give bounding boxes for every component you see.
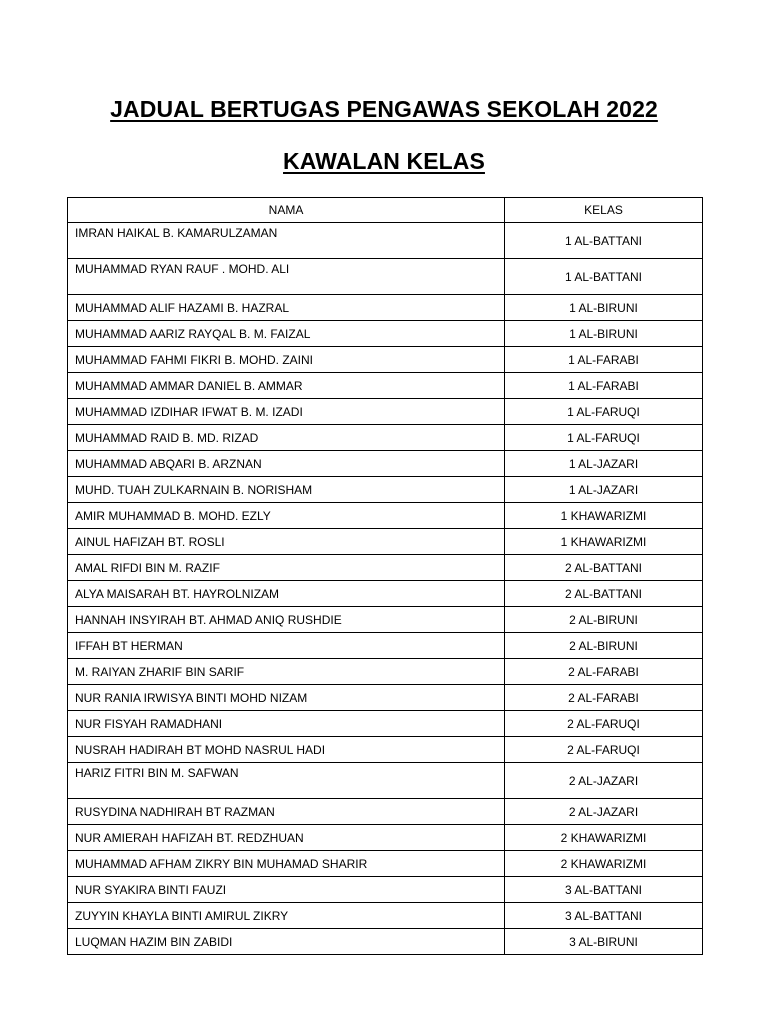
cell-nama: AINUL HAFIZAH BT. ROSLI <box>68 529 505 555</box>
cell-kelas: 2 AL-BIRUNI <box>505 633 703 659</box>
cell-nama: ALYA MAISARAH BT. HAYROLNIZAM <box>68 581 505 607</box>
cell-kelas: 2 AL-BATTANI <box>505 555 703 581</box>
cell-nama: M. RAIYAN ZHARIF BIN SARIF <box>68 659 505 685</box>
table-row <box>68 763 703 799</box>
cell-kelas: 1 AL-JAZARI <box>505 451 703 477</box>
table-row <box>68 451 703 477</box>
cell-kelas: 2 KHAWARIZMI <box>505 851 703 877</box>
table-row <box>68 347 703 373</box>
cell-kelas: 1 KHAWARIZMI <box>505 503 703 529</box>
cell-nama: NUSRAH HADIRAH BT MOHD NASRUL HADI <box>68 737 505 763</box>
table-row <box>68 659 703 685</box>
cell-nama: MUHAMMAD AFHAM ZIKRY BIN MUHAMAD SHARIR <box>68 851 505 877</box>
cell-kelas: 2 AL-FARABI <box>505 659 703 685</box>
table-row <box>68 877 703 903</box>
table-row <box>68 259 703 295</box>
cell-nama: MUHAMMAD FAHMI FIKRI B. MOHD. ZAINI <box>68 347 505 373</box>
table-row <box>68 529 703 555</box>
document-subtitle: KAWALAN KELAS <box>283 148 485 174</box>
cell-nama: AMAL RIFDI BIN M. RAZIF <box>68 555 505 581</box>
table-row <box>68 373 703 399</box>
cell-kelas: 3 AL-BATTANI <box>505 903 703 929</box>
cell-nama: MUHD. TUAH ZULKARNAIN B. NORISHAM <box>68 477 505 503</box>
cell-nama: MUHAMMAD AMMAR DANIEL B. AMMAR <box>68 373 505 399</box>
cell-nama: NUR SYAKIRA BINTI FAUZI <box>68 877 505 903</box>
cell-nama: MUHAMMAD ABQARI B. ARZNAN <box>68 451 505 477</box>
table-row <box>68 929 703 955</box>
cell-kelas: 2 AL-JAZARI <box>505 799 703 825</box>
cell-kelas: 2 AL-JAZARI <box>505 763 703 799</box>
cell-kelas: 2 KHAWARIZMI <box>505 825 703 851</box>
cell-kelas: 1 AL-FARUQI <box>505 399 703 425</box>
table-row <box>68 295 703 321</box>
cell-nama: IMRAN HAIKAL B. KAMARULZAMAN <box>68 223 505 259</box>
cell-nama: RUSYDINA NADHIRAH BT RAZMAN <box>68 799 505 825</box>
table-header-row <box>68 198 703 223</box>
cell-nama: AMIR MUHAMMAD B. MOHD. EZLY <box>68 503 505 529</box>
table-row <box>68 425 703 451</box>
cell-kelas: 3 AL-BIRUNI <box>505 929 703 955</box>
table-row <box>68 477 703 503</box>
cell-nama: MUHAMMAD RYAN RAUF . MOHD. ALI <box>68 259 505 295</box>
table-row <box>68 607 703 633</box>
cell-kelas: 2 AL-FARUQI <box>505 737 703 763</box>
cell-nama: MUHAMMAD IZDIHAR IFWAT B. M. IZADI <box>68 399 505 425</box>
table-row <box>68 399 703 425</box>
table-row <box>68 799 703 825</box>
cell-nama: MUHAMMAD AARIZ RAYQAL B. M. FAIZAL <box>68 321 505 347</box>
document-title: JADUAL BERTUGAS PENGAWAS SEKOLAH 2022 <box>110 96 658 122</box>
cell-kelas: 2 AL-BATTANI <box>505 581 703 607</box>
cell-kelas: 1 AL-FARABI <box>505 373 703 399</box>
table-row <box>68 851 703 877</box>
cell-kelas: 1 AL-JAZARI <box>505 477 703 503</box>
table-row <box>68 633 703 659</box>
table-row <box>68 503 703 529</box>
cell-nama: NUR RANIA IRWISYA BINTI MOHD NIZAM <box>68 685 505 711</box>
cell-nama: NUR FISYAH RAMADHANI <box>68 711 505 737</box>
cell-nama: NUR AMIERAH HAFIZAH BT. REDZHUAN <box>68 825 505 851</box>
cell-kelas: 1 KHAWARIZMI <box>505 529 703 555</box>
table-row <box>68 321 703 347</box>
cell-nama: MUHAMMAD ALIF HAZAMI B. HAZRAL <box>68 295 505 321</box>
cell-kelas: 1 AL-FARUQI <box>505 425 703 451</box>
roster-table <box>67 197 703 955</box>
table-row <box>68 737 703 763</box>
column-header-kelas: KELAS <box>505 198 703 223</box>
cell-kelas: 2 AL-BIRUNI <box>505 607 703 633</box>
cell-kelas: 1 AL-BIRUNI <box>505 295 703 321</box>
cell-nama: MUHAMMAD RAID B. MD. RIZAD <box>68 425 505 451</box>
cell-nama: ZUYYIN KHAYLA BINTI AMIRUL ZIKRY <box>68 903 505 929</box>
cell-nama: HARIZ FITRI BIN M. SAFWAN <box>68 763 505 799</box>
table-row <box>68 903 703 929</box>
table-row <box>68 685 703 711</box>
cell-kelas: 1 AL-BATTANI <box>505 259 703 295</box>
cell-nama: HANNAH INSYIRAH BT. AHMAD ANIQ RUSHDIE <box>68 607 505 633</box>
column-header-nama: NAMA <box>68 198 505 223</box>
table-row <box>68 555 703 581</box>
table-row <box>68 581 703 607</box>
cell-kelas: 1 AL-BIRUNI <box>505 321 703 347</box>
table-row <box>68 825 703 851</box>
cell-kelas: 2 AL-FARABI <box>505 685 703 711</box>
table-row <box>68 711 703 737</box>
cell-kelas: 1 AL-FARABI <box>505 347 703 373</box>
table-row <box>68 223 703 259</box>
cell-nama: IFFAH BT HERMAN <box>68 633 505 659</box>
cell-kelas: 1 AL-BATTANI <box>505 223 703 259</box>
cell-nama: LUQMAN HAZIM BIN ZABIDI <box>68 929 505 955</box>
cell-kelas: 3 AL-BATTANI <box>505 877 703 903</box>
cell-kelas: 2 AL-FARUQI <box>505 711 703 737</box>
